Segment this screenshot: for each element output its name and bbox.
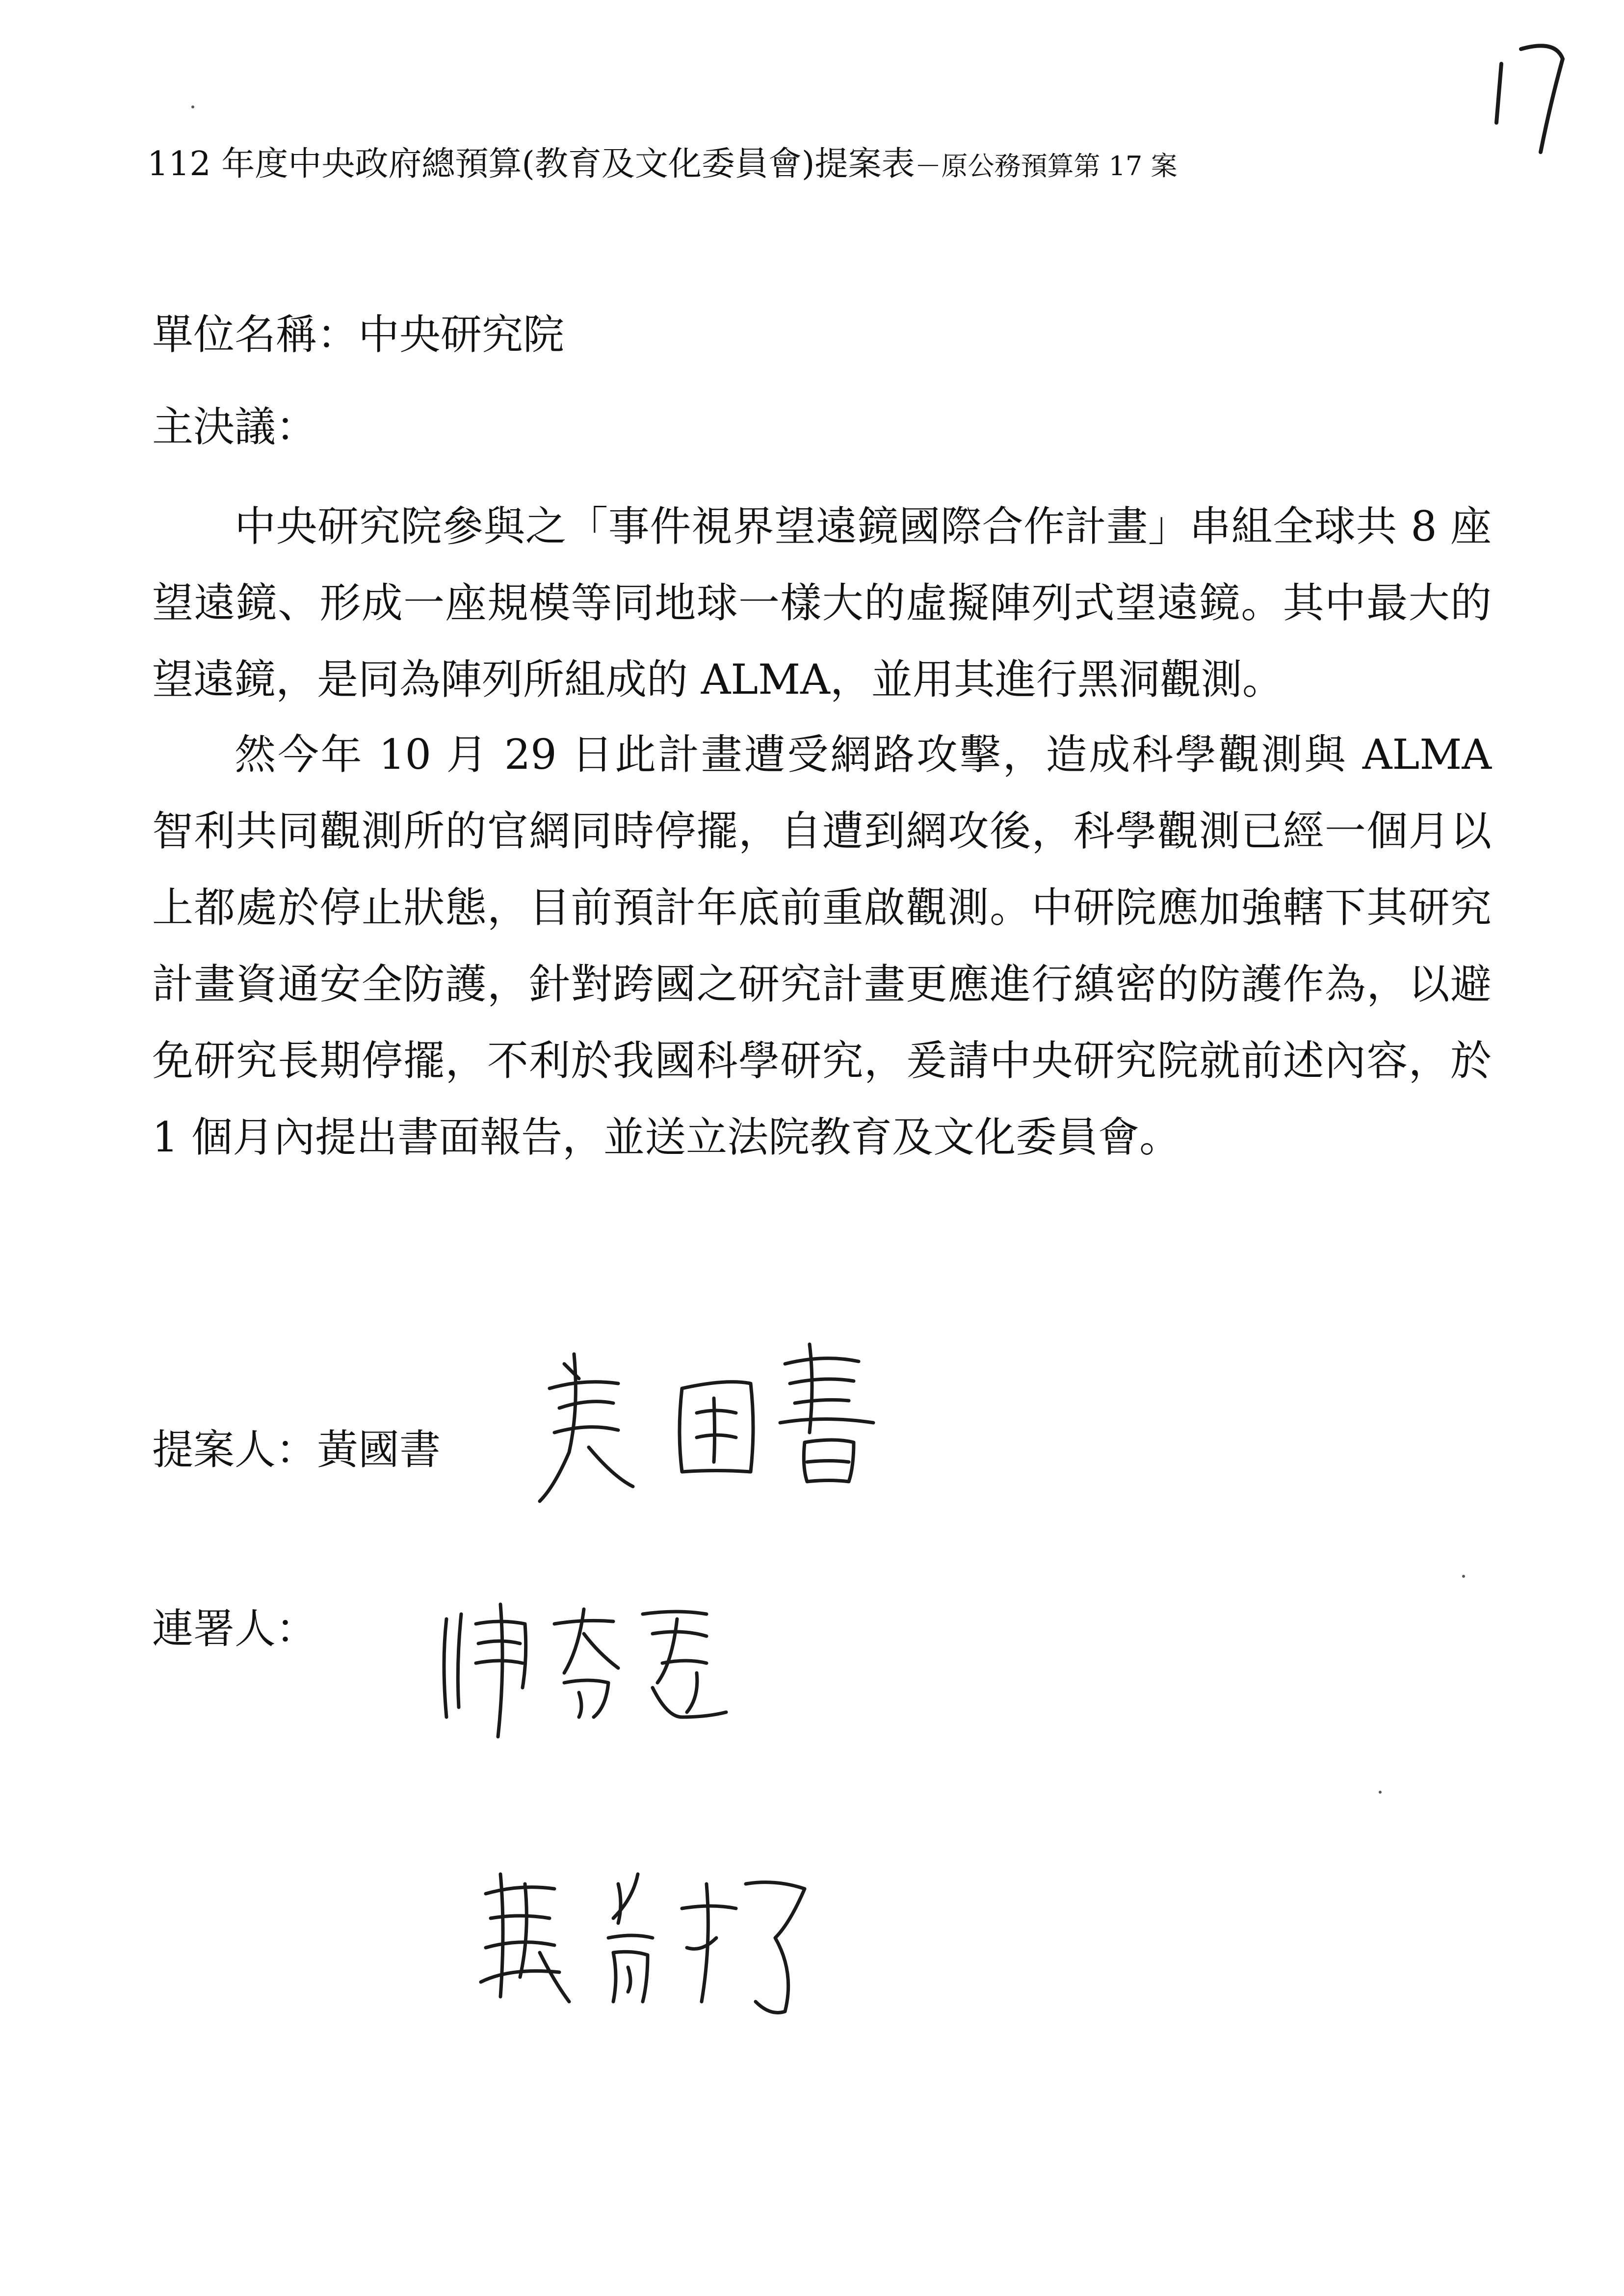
proposer-label: 提案人：黃國書 <box>152 1426 441 1474</box>
handwritten-page-number <box>1482 29 1580 157</box>
document-title <box>147 140 1521 191</box>
unit-line: 單位名稱：中央研究院 <box>152 311 565 359</box>
title-main: 112 年度中央政府總預算(教育及文化委員會)提案表 <box>147 145 915 183</box>
title-suffix: －原公務預算第 17 案 <box>915 151 1178 182</box>
cosigner-signature-1 <box>432 1590 785 1747</box>
scan-speck <box>1462 1575 1465 1578</box>
resolution-heading: 主決議： <box>152 403 317 451</box>
proposer-signature <box>520 1325 942 1511</box>
paragraph-2: 然今年 10 月 29 日此計畫遭受網路攻擊，造成科學觀測與 ALMA 智利共同觀測所的官網同時停擺，自遭到網攻後，科學觀測已經一個月以上都處於停止狀態，目前預計年底前重啟觀測。中研院應加強轄下其研究計畫資通安全防護，針對跨國之研究計畫更應進行縝密的防護作為，以避免研究長期停擺，不利於我國科學研究，爰請中央研究院就前述內容，於 1 個月內提出書面報告，並送立法院教育及文化委員會。 <box>152 731 1492 1161</box>
cosigner-signature-2 <box>471 1854 824 2031</box>
scan-speck <box>1379 1791 1382 1794</box>
paragraph-1: 中央研究院參與之「事件視界望遠鏡國際合作計畫」串組全球共 8 座望遠鏡、形成一座規模等同地球一樣大的虛擬陣列式望遠鏡。其中最大的望遠鏡，是同為陣列所組成的 ALMA，並用其進行黑洞觀測。 <box>152 502 1492 704</box>
scan-speck <box>191 105 194 108</box>
cosigner-label: 連署人： <box>152 1605 317 1653</box>
